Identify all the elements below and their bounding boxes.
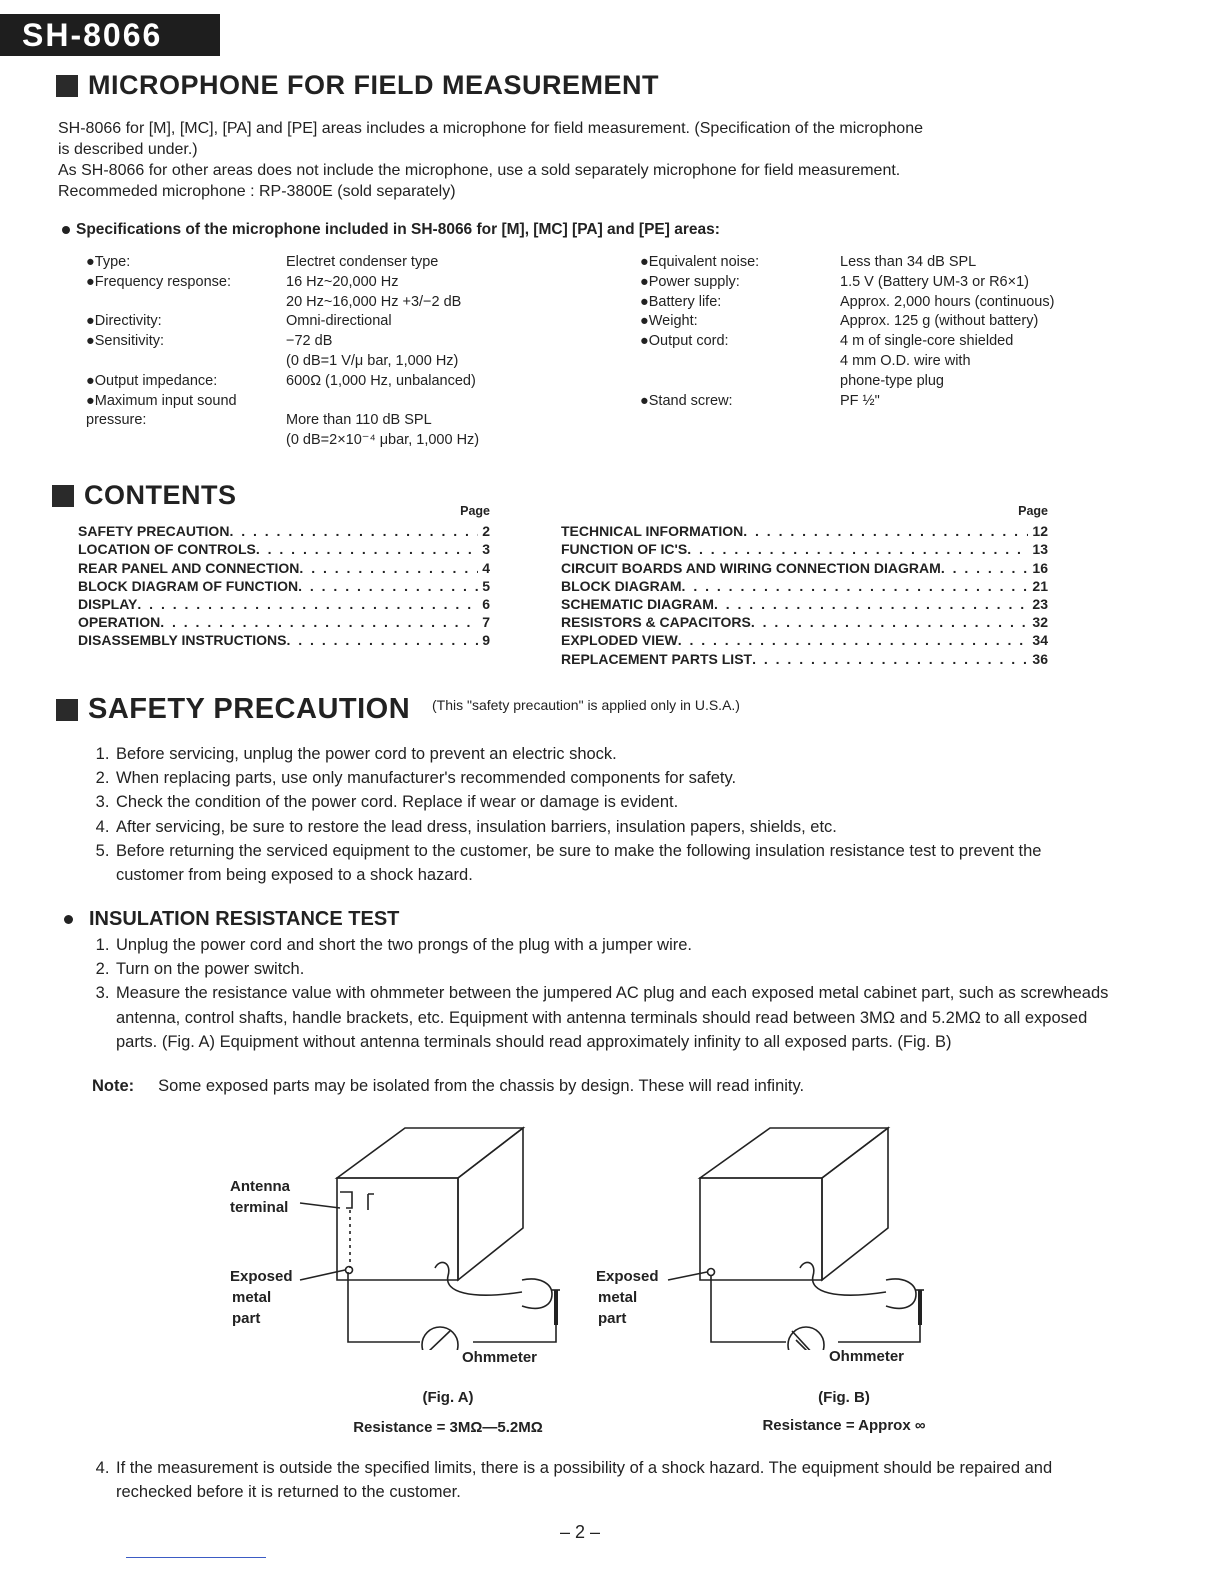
spec-value: Approx. 2,000 hours (continuous) <box>840 293 1055 310</box>
spec-key <box>86 431 286 451</box>
list-item: 2. When replacing parts, use only manufacturer's recommended components for safety. <box>114 766 1112 790</box>
contents-title: CONTENTS <box>84 480 237 510</box>
toc-entry-page: 34 <box>1032 632 1048 649</box>
exposed-metal-label-b: Exposed metal part <box>596 1268 659 1327</box>
toc-entry-title: DISPLAY <box>78 596 138 613</box>
spec-key: ●Frequency response: <box>86 273 231 290</box>
toc-entry <box>561 650 1048 668</box>
section-square-icon <box>56 699 78 721</box>
exposed-leader-b <box>668 1272 707 1280</box>
list-item: 3. Measure the resistance value with ohmmeter between the jumpered AC plug and each exposed metal cabinet part, such as screwheads antenna, control shafts, handle brackets, etc. Equipment with antenna terminals should read between 3MΩ and 5.2MΩ to all exposed parts. (Fig. A) Equipment without antenna terminals should read approximately infinity to all exposed parts. (Fig. B) <box>114 981 1112 1054</box>
exposed-metal-label-a: Exposed metal part <box>230 1268 293 1327</box>
toc-entry-page: 2 <box>482 523 490 540</box>
toc-entry-page: 7 <box>482 614 490 631</box>
spec-value: Approx. 125 g (without battery) <box>840 313 1039 330</box>
spec-value: −72 dB <box>286 333 333 350</box>
antenna-terminal-label: Antenna terminal <box>230 1178 290 1216</box>
toc-entry-page: 3 <box>482 541 490 558</box>
spec-row <box>640 392 1100 412</box>
spec-row <box>640 332 1100 352</box>
list-item: 2. Turn on the power switch. <box>114 957 1112 981</box>
spec-key: ●Output cord: <box>640 333 729 350</box>
section-square-icon <box>56 75 78 97</box>
fig-a-ohmmeter-icon <box>422 1327 458 1350</box>
bullet-icon <box>62 226 70 234</box>
exposed-leader-a <box>300 1270 345 1280</box>
safety-title: SAFETY PRECAUTION <box>88 693 411 725</box>
list-item: 4. If the measurement is outside the specified limits, there is a possibility of a shock hazard. The equipment should be repaired and rechecked before it is returned to the customer. <box>114 1456 1112 1504</box>
toc-entry-title: LOCATION OF CONTROLS <box>78 541 256 558</box>
toc-leader-dots <box>229 522 478 540</box>
fig-a-resistance: Resistance = 3MΩ—5.2MΩ <box>353 1419 543 1436</box>
toc-leader-dots <box>751 613 1029 631</box>
toc-entry <box>78 559 490 577</box>
list-item: 1. Unplug the power cord and short the two prongs of the plug with a jumper wire. <box>114 933 1112 957</box>
footer-rule <box>126 1557 266 1558</box>
toc-leader-dots <box>714 595 1028 613</box>
list-item: 3. Check the condition of the power cord. Replace if wear or damage is evident. <box>114 790 1112 814</box>
fig-a-power-cord <box>435 1262 522 1295</box>
toc-entry <box>561 613 1048 631</box>
fig-b-power-cord <box>800 1262 886 1295</box>
toc-entry-page: 9 <box>482 632 490 649</box>
toc-leader-dots <box>160 613 478 631</box>
spec-list-right <box>640 253 1100 411</box>
toc-entry <box>561 595 1048 613</box>
spec-key <box>640 352 840 372</box>
mic-section-heading <box>56 70 659 101</box>
toc-entry <box>78 613 490 631</box>
spec-key: ●Equivalent noise: <box>640 254 760 270</box>
spec-value: phone-type plug <box>840 372 944 389</box>
mic-intro: SH-8066 for [M], [MC], [PA] and [PE] areas includes a microphone for field measurement. (Specification of the microphone is described under.) As SH-8066 for other areas does not include the microphone, use a sold separately microphone for field measurement. Recommeded microphone : RP-3800E (sold separately) <box>58 120 923 200</box>
spec-row <box>86 392 526 412</box>
toc-leader-dots <box>941 559 1029 577</box>
toc-entry <box>78 540 490 558</box>
toc-leader-dots <box>678 631 1029 649</box>
spec-value: (0 dB=2×10⁻⁴ μbar, 1,000 Hz) <box>286 432 480 449</box>
spec-value: 1.5 V (Battery UM-3 or R6×1) <box>840 273 1029 290</box>
spec-key: ●Output impedance: <box>86 372 218 389</box>
spec-key: pressure: <box>86 412 147 429</box>
toc-entry-page: 5 <box>482 577 490 594</box>
toc-leader-dots <box>286 631 478 649</box>
spec-row <box>640 293 1100 313</box>
spec-key: ●Maximum input sound <box>86 392 237 409</box>
toc-entry-page: 6 <box>482 596 490 613</box>
spec-row <box>640 253 1100 273</box>
toc-entry-title: BLOCK DIAGRAM <box>561 577 682 594</box>
spec-list-left <box>86 253 526 451</box>
spec-key <box>86 293 286 313</box>
safety-heading <box>56 693 410 726</box>
toc-entry-title: REPLACEMENT PARTS LIST <box>561 650 753 667</box>
insulation-heading: INSULATION RESISTANCE TEST <box>64 908 399 931</box>
spec-key: ●Power supply: <box>640 273 740 290</box>
fig-b-cabinet <box>700 1128 888 1280</box>
mic-section-title: MICROPHONE FOR FIELD MEASUREMENT <box>88 70 660 100</box>
spec-row <box>86 293 526 313</box>
spec-key: ●Weight: <box>640 313 698 330</box>
toc-entry-title: OPERATION <box>78 614 161 631</box>
fig-a-cabinet <box>337 1128 523 1280</box>
toc-leader-dots <box>687 540 1028 558</box>
toc-entry-title: FUNCTION OF IC'S <box>561 541 688 558</box>
toc-entry <box>78 577 490 595</box>
fig-b-caption: (Fig. B) <box>818 1389 870 1406</box>
ohmmeter-label-b: Ohmmeter <box>829 1348 905 1365</box>
toc-leader-dots <box>137 595 478 613</box>
toc-entry-page: 23 <box>1032 596 1048 613</box>
spec-row <box>86 312 526 332</box>
toc-page-label: Page <box>460 504 490 518</box>
ohmmeter-label-a: Ohmmeter <box>462 1349 538 1366</box>
bullet-icon <box>64 915 73 924</box>
toc-entry <box>561 631 1048 649</box>
toc-entry-page: 32 <box>1032 614 1048 631</box>
spec-value: 4 m of single-core shielded <box>840 333 1014 350</box>
toc-entry-title: SCHEMATIC DIAGRAM <box>561 596 714 613</box>
spec-value: (0 dB=1 V/μ bar, 1,000 Hz) <box>286 352 459 369</box>
fig-b-wire-right <box>838 1318 920 1342</box>
spec-row <box>640 372 1100 392</box>
toc-entry-page: 36 <box>1032 650 1048 667</box>
toc-entry <box>561 540 1048 558</box>
page-number: – 2 – <box>560 1522 601 1542</box>
spec-key <box>640 372 840 392</box>
toc-page-label: Page <box>1018 504 1048 518</box>
spec-row <box>86 411 526 431</box>
toc-leader-dots <box>682 577 1029 595</box>
fig-a-plug <box>522 1279 552 1308</box>
spec-value: 4 mm O.D. wire with <box>840 352 971 369</box>
spec-value: 16 Hz~20,000 Hz <box>286 273 399 290</box>
spec-value: More than 110 dB SPL <box>286 412 432 429</box>
insulation-list <box>92 933 1112 1054</box>
list-item: 5. Before returning the serviced equipment to the customer, be sure to make the following insulation resistance test to prevent the customer from being exposed to a shock hazard. <box>114 839 1112 887</box>
toc-entry <box>561 559 1048 577</box>
spec-key <box>86 352 286 372</box>
fig-a-wire-right <box>473 1318 556 1342</box>
spec-row <box>86 431 526 451</box>
toc-leader-dots <box>299 559 478 577</box>
spec-row <box>86 372 526 392</box>
spec-row <box>86 253 526 273</box>
toc-entry-page: 12 <box>1032 523 1048 540</box>
toc-entry <box>78 522 490 540</box>
toc-entry-title: DISASSEMBLY INSTRUCTIONS <box>78 632 287 649</box>
spec-key: ●Directivity: <box>86 313 162 330</box>
list-item: 4. After servicing, be sure to restore the lead dress, insulation barriers, insulation papers, shields, etc. <box>114 815 1112 839</box>
toc-entry <box>561 522 1048 540</box>
toc-entry-title: CIRCUIT BOARDS AND WIRING CONNECTION DIAGRAM <box>561 559 941 576</box>
spec-row <box>86 273 526 293</box>
toc-entry-page: 13 <box>1032 541 1048 558</box>
toc-entry-title: TECHNICAL INFORMATION <box>561 523 744 540</box>
spec-heading: Specifications of the microphone included in SH-8066 for [M], [MC] [PA] and [PE] areas: <box>62 221 720 239</box>
toc-leader-dots <box>256 540 478 558</box>
fig-b-plug <box>886 1279 916 1308</box>
toc-entry-title: REAR PANEL AND CONNECTION <box>78 559 300 576</box>
spec-key: ●Sensitivity: <box>86 333 165 350</box>
model-badge: SH-8066 <box>0 14 220 56</box>
insulation-note: Note: Some exposed parts may be isolated from the chassis by design. These will read infinity. <box>92 1077 805 1095</box>
spec-key: ●Battery life: <box>640 293 722 310</box>
antenna-leader <box>300 1203 340 1208</box>
spec-value: 20 Hz~16,000 Hz +3/−2 dB <box>286 293 462 310</box>
spec-row <box>640 273 1100 293</box>
fig-b-wire-left <box>711 1275 786 1342</box>
toc-right <box>561 502 1048 668</box>
toc-entry <box>561 577 1048 595</box>
toc-entry-title: RESISTORS & CAPACITORS <box>561 614 751 631</box>
section-square-icon <box>52 485 74 507</box>
fig-b-resistance: Resistance = Approx ∞ <box>762 1417 926 1434</box>
toc-leader-dots <box>298 577 478 595</box>
spec-key: ●Stand screw: <box>640 392 733 409</box>
toc-leader-dots <box>743 522 1028 540</box>
spec-key: ●Type: <box>86 254 131 270</box>
safety-list <box>92 742 1112 887</box>
toc-left <box>78 502 490 650</box>
toc-entry-page: 4 <box>482 559 490 576</box>
spec-row <box>86 352 526 372</box>
fig-a-caption: (Fig. A) <box>422 1389 474 1406</box>
toc-leader-dots <box>752 650 1028 668</box>
insulation-list-continued <box>92 1456 1112 1504</box>
spec-value: Less than 34 dB SPL <box>840 254 977 270</box>
fig-a-wire-left <box>348 1272 420 1342</box>
toc-entry-page: 21 <box>1032 577 1048 594</box>
toc-entry-page: 16 <box>1032 559 1048 576</box>
spec-row <box>86 332 526 352</box>
toc-entry-title: BLOCK DIAGRAM OF FUNCTION <box>78 577 299 594</box>
spec-value: Omni-directional <box>286 313 392 330</box>
list-item: 1. Before servicing, unplug the power cord to prevent an electric shock. <box>114 742 1112 766</box>
spec-value: PF ½" <box>840 392 880 409</box>
safety-applicability-note: (This "safety precaution" is applied only in U.S.A.) <box>432 697 740 713</box>
spec-value: Electret condenser type <box>286 254 439 270</box>
spec-row <box>640 312 1100 332</box>
spec-row <box>640 352 1100 372</box>
toc-entry-title: SAFETY PRECAUTION <box>78 523 230 540</box>
toc-entry <box>78 631 490 649</box>
toc-entry <box>78 595 490 613</box>
spec-value: 600Ω (1,000 Hz, unbalanced) <box>286 372 476 389</box>
toc-entry-title: EXPLODED VIEW <box>561 632 678 649</box>
spec-value <box>286 392 526 412</box>
